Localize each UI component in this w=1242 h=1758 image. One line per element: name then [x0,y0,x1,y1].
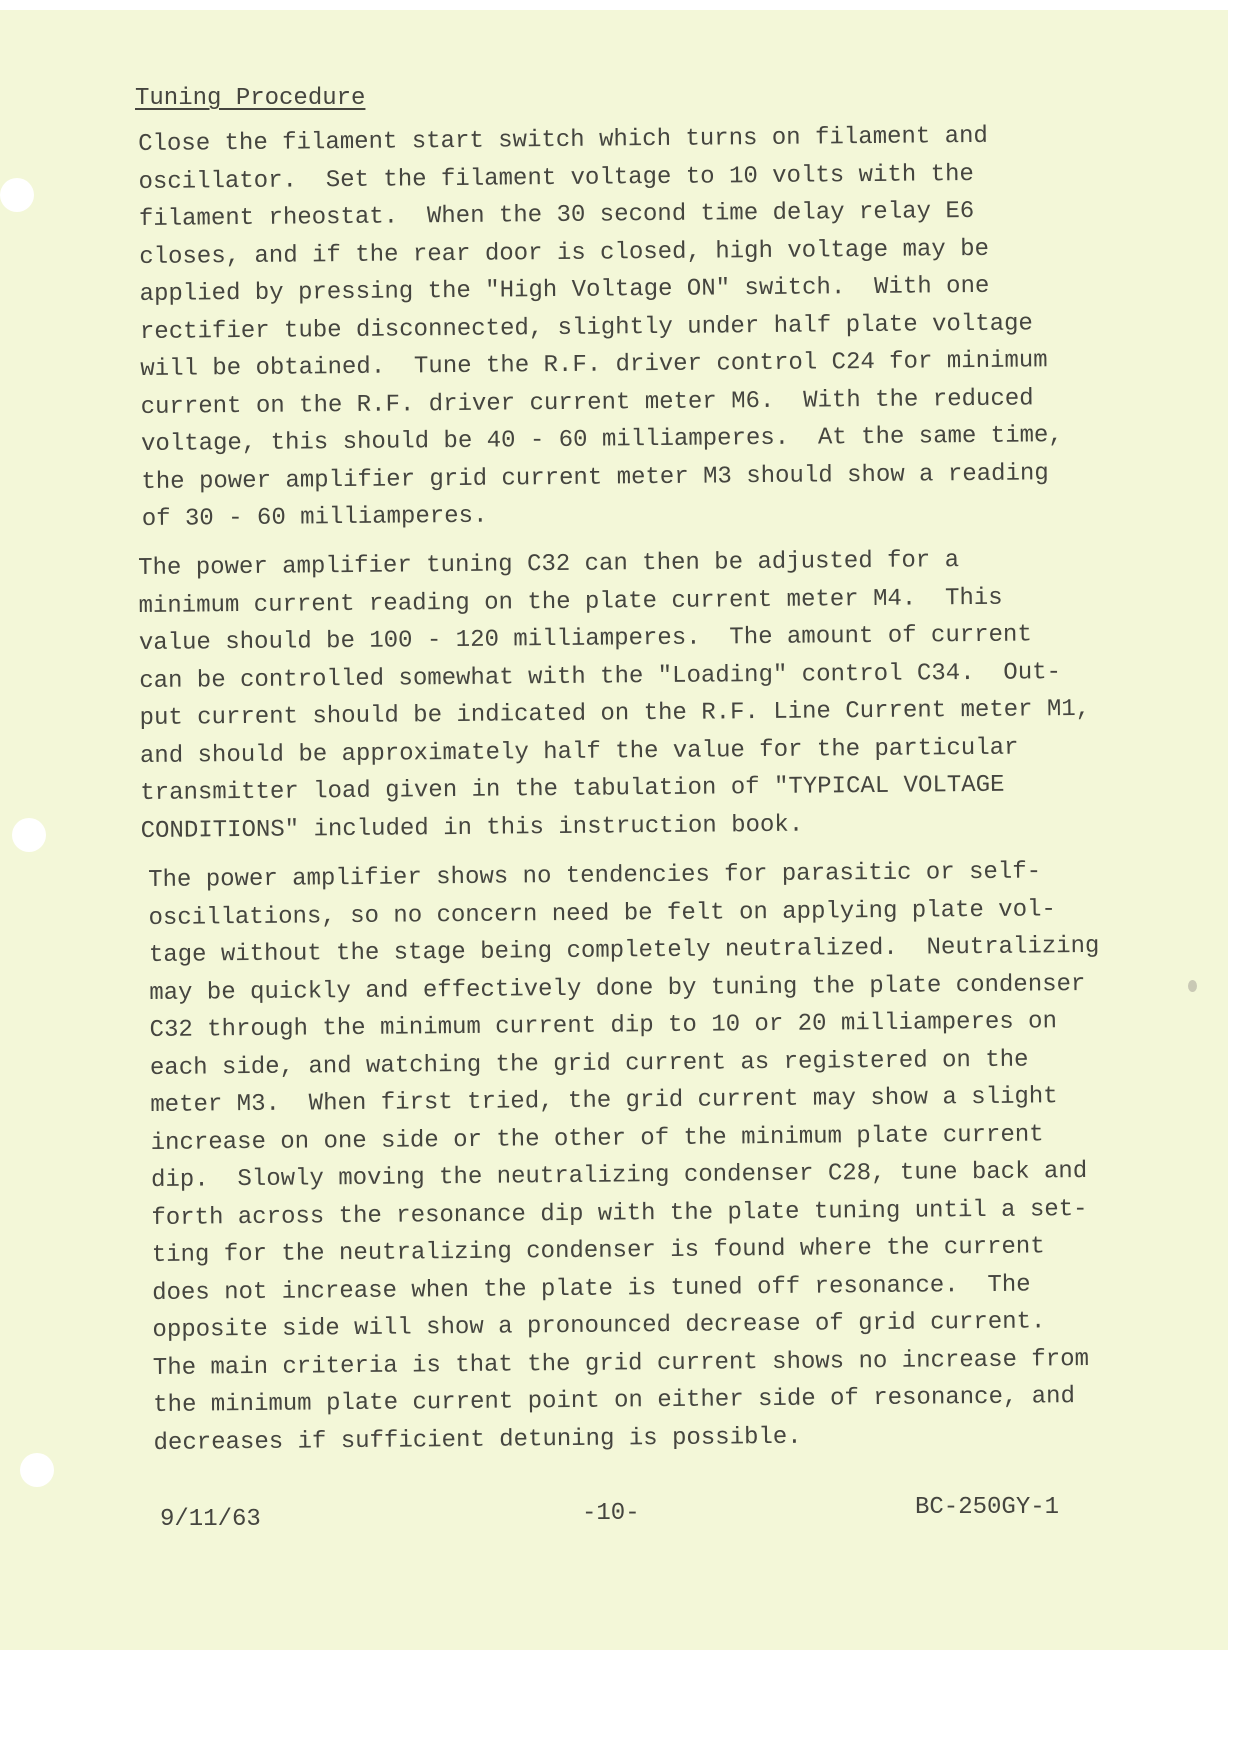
text-line: dip. Slowly moving the neutralizing condenser C28, tune back and [150,1157,1088,1194]
binder-hole-middle [12,818,46,852]
text-line: put current should be indicated on the R.F. Line Current meter M1, [139,695,1091,732]
footer-date: 9/11/63 [160,1506,261,1533]
text-line: tage without the stage being completely neutralized. Neutralizing [148,932,1100,969]
text-line: the minimum plate current point on either side of resonance, and [153,1383,1076,1419]
section-heading: Tuning Procedure [135,85,366,112]
text-line: of 30 - 60 milliamperes. [141,502,488,533]
text-line: The power amplifier shows no tendencies for parasitic or self- [148,858,1042,894]
text-line: Close the filament start switch which turns on filament and [138,122,989,158]
text-line: can be controlled somewhat with the "Loading" control C34. Out- [139,658,1062,695]
text-line: transmitter load given in the tabulation of "TYPICAL VOLTAGE [140,771,1005,807]
text-line: value should be 100 - 120 milliamperes. The amount of current [138,621,1032,657]
text-line: decreases if sufficient detuning is possible. [153,1423,802,1457]
text-line: rectifier tube disconnected, slightly under half plate voltage [139,309,1034,346]
text-line: oscillations, so no concern need be felt on applying plate vol- [148,895,1056,932]
text-line: The main criteria is that the grid current shows no increase from [152,1345,1090,1382]
paragraph-1 [138,116,1162,538]
text-line: current on the R.F. driver current meter M6. With the reduced [140,384,1034,421]
text-line: the power amplifier grid current meter M3 should show a reading [141,459,1049,496]
text-line: opposite side will show a pronounced decrease of grid current. [152,1308,1046,1344]
text-line: closes, and if the rear door is closed, high voltage may be [139,235,990,271]
text-line: meter M3. When first tried, the grid current may show a slight [150,1083,1058,1119]
text-line: may be quickly and effectively done by tuning the plate condenser [149,970,1086,1007]
binder-hole-bottom [20,1453,54,1487]
paragraph-3 [148,852,1174,1462]
document-code: BC-250GY-1 [915,1494,1060,1521]
text-line: and should be approximately half the value for the particular [139,734,1019,770]
binder-hole-top [0,178,34,212]
text-line: will be obtained. Tune the R.F. driver control C24 for minimum [140,347,1048,383]
paper-speck [1188,980,1197,992]
text-line: applied by pressing the "High Voltage ON" switch. With one [139,272,990,308]
paragraph-2 [138,540,1161,850]
page-edge [1228,0,1242,1650]
text-line: does not increase when the plate is tuned off resonance. The [152,1271,1031,1307]
text-line: voltage, this should be 40 - 60 milliamperes. At the same time, [140,422,1063,458]
text-line: minimum current reading on the plate current meter M4. This [138,584,1003,620]
text-line: each side, and watching the grid current as registered on the [149,1046,1029,1082]
text-line: The power amplifier tuning C32 can then be adjusted for a [138,547,960,582]
text-line: increase on one side or the other of the minimum plate current [150,1120,1044,1157]
text-line: oscillator. Set the filament voltage to 10 volts with the [138,160,974,196]
document-page [0,10,1228,1650]
page-number: -10- [582,1500,640,1527]
text-line: filament rheostat. When the 30 second time delay relay E6 [138,197,975,233]
text-line: forth across the resonance dip with the plate tuning until a set- [151,1195,1088,1232]
text-line: CONDITIONS" included in this instruction book. [140,811,804,845]
text-line: ting for the neutralizing condenser is found where the current [151,1233,1045,1269]
text-line: C32 through the minimum current dip to 10 or 20 milliamperes on [149,1008,1058,1044]
